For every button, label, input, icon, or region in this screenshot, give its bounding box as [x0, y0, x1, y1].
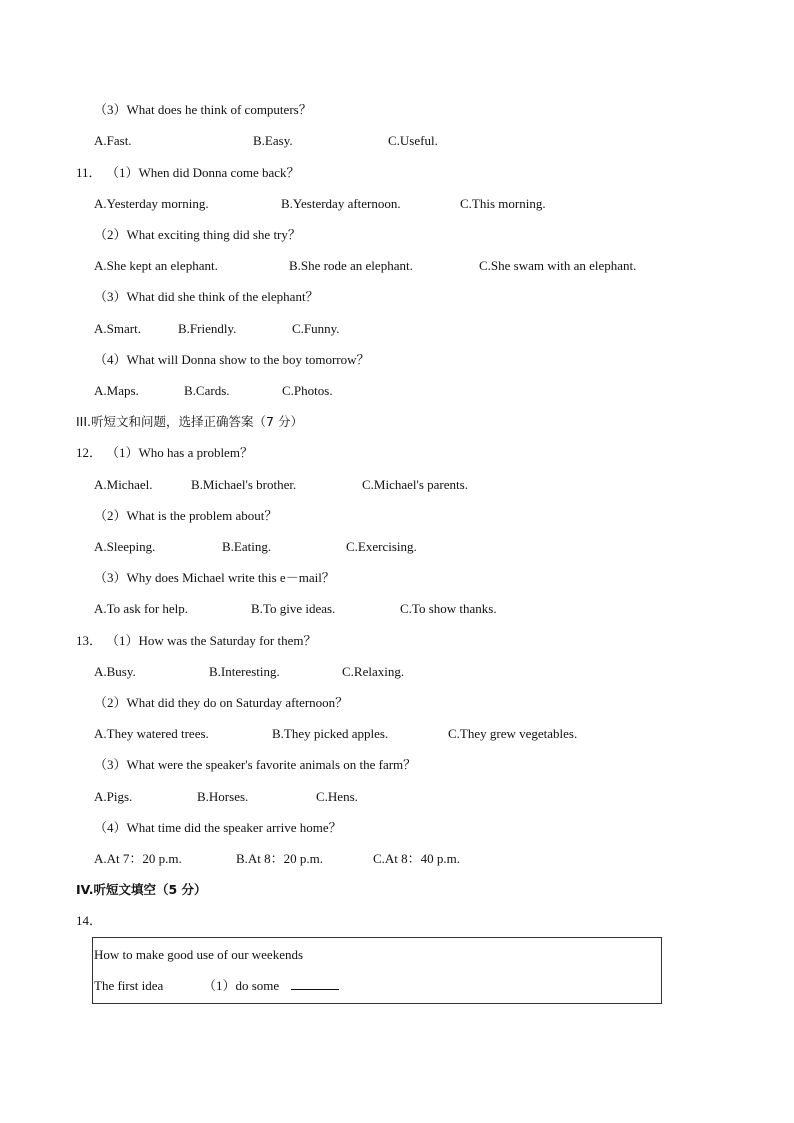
option-13-1-b[interactable]: B.Interesting.	[209, 664, 280, 679]
option-11-2-a[interactable]: A.She kept an elephant.	[94, 258, 218, 273]
question-11-number: 11．	[76, 165, 102, 180]
option-13-3-b[interactable]: B.Horses.	[197, 789, 249, 804]
question-14-number: 14．	[76, 913, 103, 928]
q14-row1-text: （1）do some	[203, 978, 280, 993]
option-11-3-a[interactable]: A.Smart.	[94, 321, 141, 336]
question-13-number: 13．	[76, 633, 103, 648]
question-12-number: 12．	[76, 445, 103, 460]
q14-row1-content	[203, 978, 339, 994]
option-12-2-c[interactable]: C.Exercising.	[346, 539, 417, 554]
option-13-4-c[interactable]: C.At 8：40 p.m.	[373, 851, 461, 866]
option-11-2-c[interactable]: C.She swam with an elephant.	[479, 258, 637, 273]
option-13-1-a[interactable]: A.Busy.	[94, 664, 136, 679]
option-11-2-b[interactable]: B.She rode an elephant.	[289, 258, 413, 273]
option-10-3-b[interactable]: B.Easy.	[253, 133, 293, 148]
question-12-3: （3）Why does Michael write this e－mail？	[94, 570, 335, 585]
option-11-1-b[interactable]: B.Yesterday afternoon.	[281, 196, 401, 211]
option-11-4-c[interactable]: C.Photos.	[282, 383, 333, 398]
q14-table-title: How to make good use of our weekends	[94, 947, 304, 962]
option-11-4-a[interactable]: A.Maps.	[94, 383, 139, 398]
option-11-3-b[interactable]: B.Friendly.	[178, 321, 237, 336]
option-12-3-a[interactable]: A.To ask for help.	[94, 601, 189, 616]
option-13-3-a[interactable]: A.Pigs.	[94, 789, 133, 804]
option-12-2-b[interactable]: B.Eating.	[222, 539, 272, 554]
option-12-3-c[interactable]: C.To show thanks.	[400, 601, 497, 616]
q14-table	[92, 937, 662, 1004]
option-12-1-c[interactable]: C.Michael's parents.	[362, 477, 468, 492]
option-11-1-a[interactable]: A.Yesterday morning.	[94, 196, 209, 211]
option-13-3-c[interactable]: C.Hens.	[316, 789, 358, 804]
option-12-1-b[interactable]: B.Michael's brother.	[191, 477, 297, 492]
option-11-4-b[interactable]: B.Cards.	[184, 383, 230, 398]
option-13-4-a[interactable]: A.At 7：20 p.m.	[94, 851, 182, 866]
q14-row1-label: The first idea	[94, 978, 164, 993]
option-10-3-c[interactable]: C.Useful.	[388, 133, 438, 148]
option-13-2-a[interactable]: A.They watered trees.	[94, 726, 209, 741]
option-12-2-a[interactable]: A.Sleeping.	[94, 539, 156, 554]
question-11-2: （2）What exciting thing did she try？	[94, 227, 301, 242]
question-12-2: （2）What is the problem about？	[94, 508, 278, 523]
question-10-3: （3）What does he think of computers？	[94, 102, 312, 117]
question-13-1: （1）How was the Saturday for them？	[106, 633, 317, 648]
option-11-3-c[interactable]: C.Funny.	[292, 321, 340, 336]
question-13-3: （3）What were the speaker's favorite animals on the farm？	[94, 757, 417, 772]
question-11-4: （4）What will Donna show to the boy tomorrow？	[94, 352, 370, 367]
option-12-1-a[interactable]: A.Michael.	[94, 477, 153, 492]
option-13-4-b[interactable]: B.At 8：20 p.m.	[236, 851, 324, 866]
option-10-3-a[interactable]: A.Fast.	[94, 133, 132, 148]
option-11-1-c[interactable]: C.This morning.	[460, 196, 546, 211]
question-11-3: （3）What did she think of the elephant？	[94, 289, 319, 304]
option-12-3-b[interactable]: B.To give ideas.	[251, 601, 336, 616]
question-13-4: （4）What time did the speaker arrive home？	[94, 820, 342, 835]
section-3-title: III.听短文和问题，选择正确答案（7 分）	[76, 414, 303, 429]
question-13-2: （2）What did they do on Saturday afternoon？	[94, 695, 349, 710]
section-4-title: IV.听短文填空（5 分）	[76, 882, 207, 897]
question-11-1: （1）When did Donna come back？	[106, 165, 300, 180]
option-13-1-c[interactable]: C.Relaxing.	[342, 664, 405, 679]
q14-answer-blank-1[interactable]	[291, 978, 339, 990]
option-13-2-b[interactable]: B.They picked apples.	[272, 726, 389, 741]
option-13-2-c[interactable]: C.They grew vegetables.	[448, 726, 578, 741]
question-12-1: （1）Who has a problem？	[106, 445, 253, 460]
